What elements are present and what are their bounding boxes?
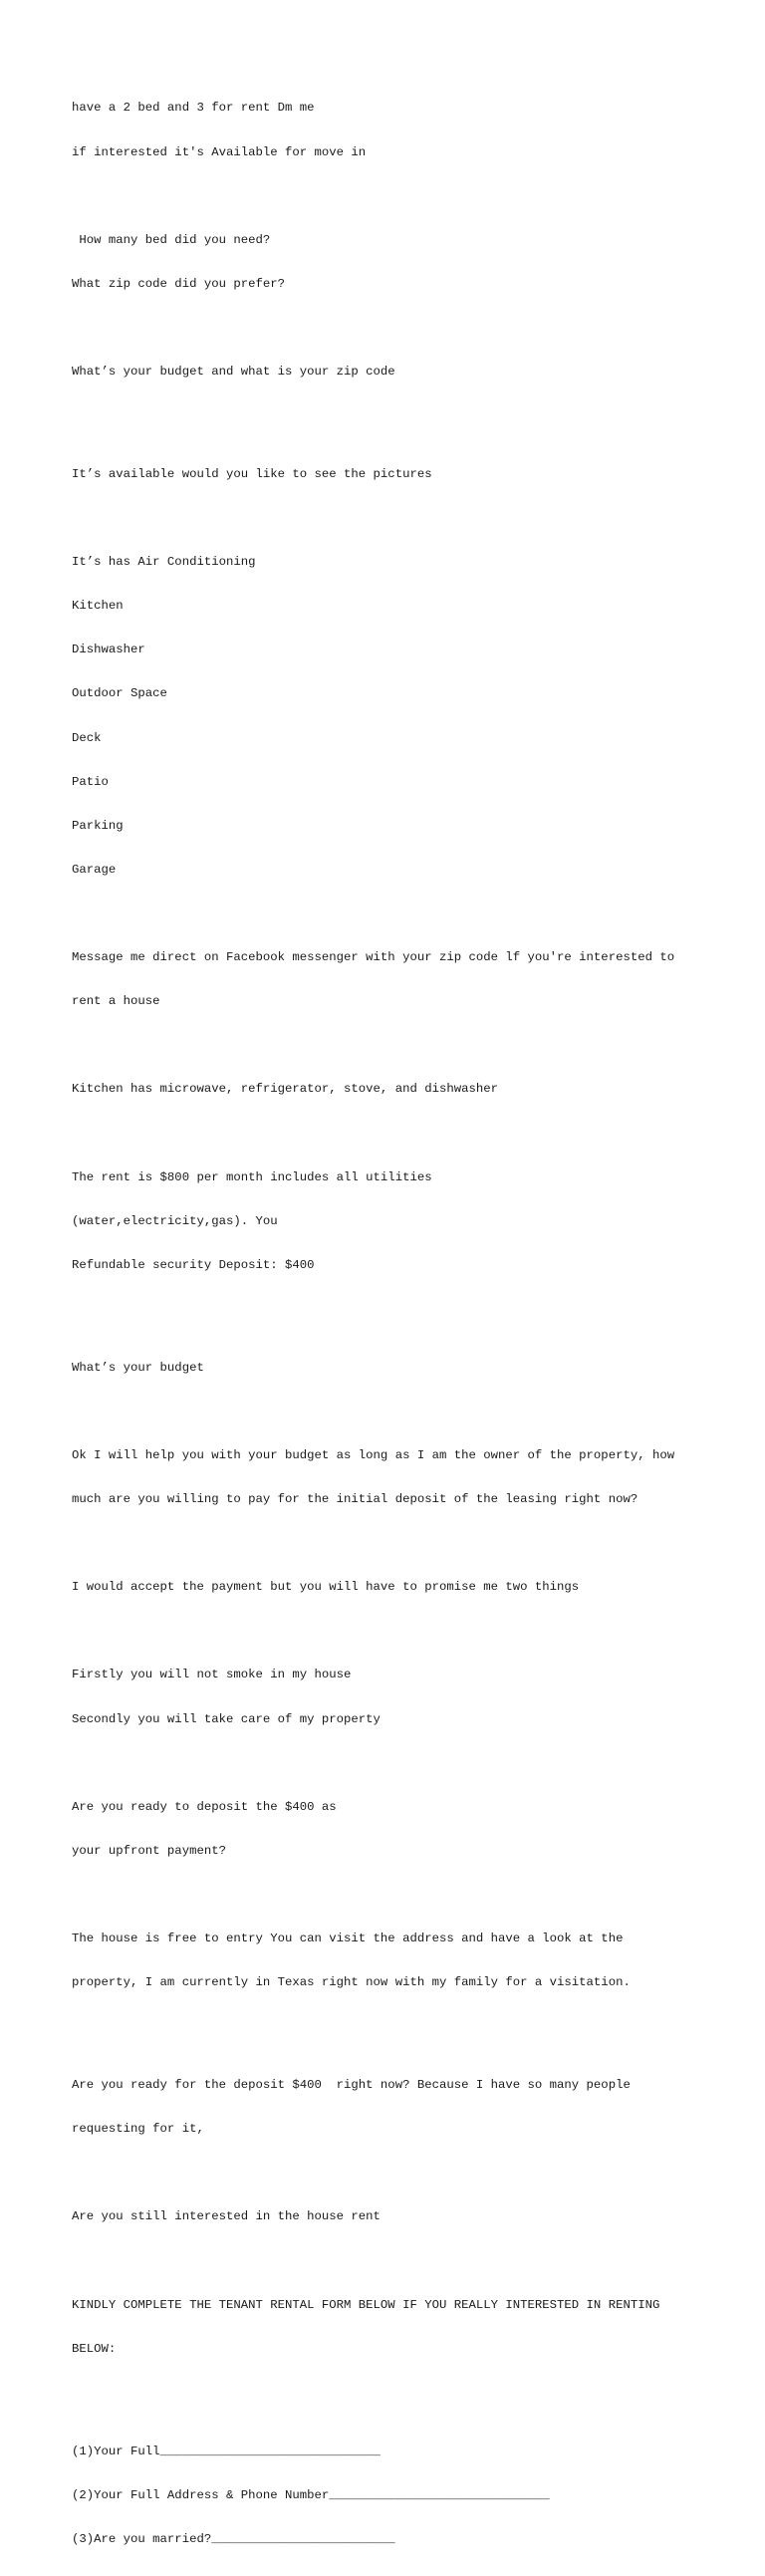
- text-line: The house is free to entry You can visit the address and have a look at the: [72, 1932, 624, 1946]
- text-line: much are you willing to pay for the initial deposit of the leasing right now?: [72, 1492, 638, 1507]
- form-field-full-name: (1)Your Full______________________________: [72, 2444, 381, 2458]
- paragraph: [72, 1331, 709, 1405]
- text-line: What’s your budget and what is your zip code: [72, 365, 395, 380]
- paragraph: [72, 1770, 709, 1888]
- list-item: Outdoor Space: [72, 686, 167, 701]
- paragraph: [72, 438, 709, 512]
- text-line: Are you still interested in the house rent: [72, 2209, 381, 2224]
- list-item: Parking: [72, 818, 124, 833]
- list-item: It’s has Air Conditioning: [72, 555, 256, 570]
- paragraph: [72, 2181, 709, 2254]
- paragraph: [72, 336, 709, 409]
- text-line: (water,electricity,gas). You: [72, 1213, 278, 1228]
- list-item: Deck: [72, 730, 102, 745]
- text-line: The rent is $800 per month includes all utilities: [72, 1169, 432, 1184]
- tenant-rental-form: [72, 2415, 709, 2576]
- text-line: What zip code did you prefer?: [72, 276, 286, 291]
- text-line: Are you ready for the deposit $400 right now? Because I have so many people: [72, 2078, 631, 2093]
- text-line: Refundable security Deposit: $400: [72, 1257, 315, 1272]
- text-line: How many bed did you need?: [72, 232, 271, 247]
- document-body: [72, 72, 709, 2576]
- text-line: BELOW:: [72, 2341, 117, 2356]
- text-line: have a 2 bed and 3 for rent Dm me: [72, 101, 315, 116]
- paragraph: [72, 72, 709, 189]
- form-field-married: (3)Are you married?_________________________: [72, 2531, 395, 2546]
- text-line: requesting for it,: [72, 2122, 204, 2137]
- text-line: property, I am currently in Texas right now with my family for a visitation.: [72, 1975, 631, 1990]
- paragraph: [72, 1903, 709, 2020]
- text-line: rent a house: [72, 994, 160, 1009]
- text-line: What’s your budget: [72, 1360, 204, 1375]
- text-line: if interested it's Available for move in: [72, 144, 367, 159]
- text-line: KINDLY COMPLETE THE TENANT RENTAL FORM BELOW IF YOU REALLY INTERESTED IN RENTING: [72, 2297, 660, 2312]
- text-line: Message me direct on Facebook messenger with your zip code lf you're interested to: [72, 950, 675, 965]
- list-item: Kitchen: [72, 599, 124, 614]
- paragraph: [72, 1419, 709, 1537]
- list-item: Patio: [72, 774, 109, 789]
- list-item: Dishwasher: [72, 643, 145, 657]
- paragraph: [72, 2049, 709, 2167]
- paragraph: [72, 921, 709, 1039]
- text-line: It’s available would you like to see the pictures: [72, 466, 432, 481]
- paragraph: [72, 1639, 709, 1756]
- text-line: Secondly you will take care of my property: [72, 1711, 381, 1726]
- list-item: Garage: [72, 862, 117, 877]
- text-line: Firstly you will not smoke in my house: [72, 1668, 352, 1682]
- text-line: Kitchen has microwave, refrigerator, stove, and dishwasher: [72, 1082, 499, 1097]
- paragraph: [72, 1551, 709, 1625]
- paragraph: [72, 2268, 709, 2386]
- text-line: I would accept the payment but you will have to promise me two things: [72, 1580, 580, 1595]
- text-line: Are you ready to deposit the $400 as: [72, 1799, 337, 1814]
- form-field-address-phone: (2)Your Full Address & Phone Number______________________________: [72, 2487, 550, 2502]
- text-line: Ok I will help you with your budget as long as I am the owner of the property, how: [72, 1447, 675, 1462]
- paragraph: [72, 203, 709, 321]
- paragraph: [72, 1053, 709, 1127]
- paragraph: [72, 1141, 709, 1302]
- amenities-list: [72, 526, 709, 906]
- text-line: your upfront payment?: [72, 1843, 226, 1858]
